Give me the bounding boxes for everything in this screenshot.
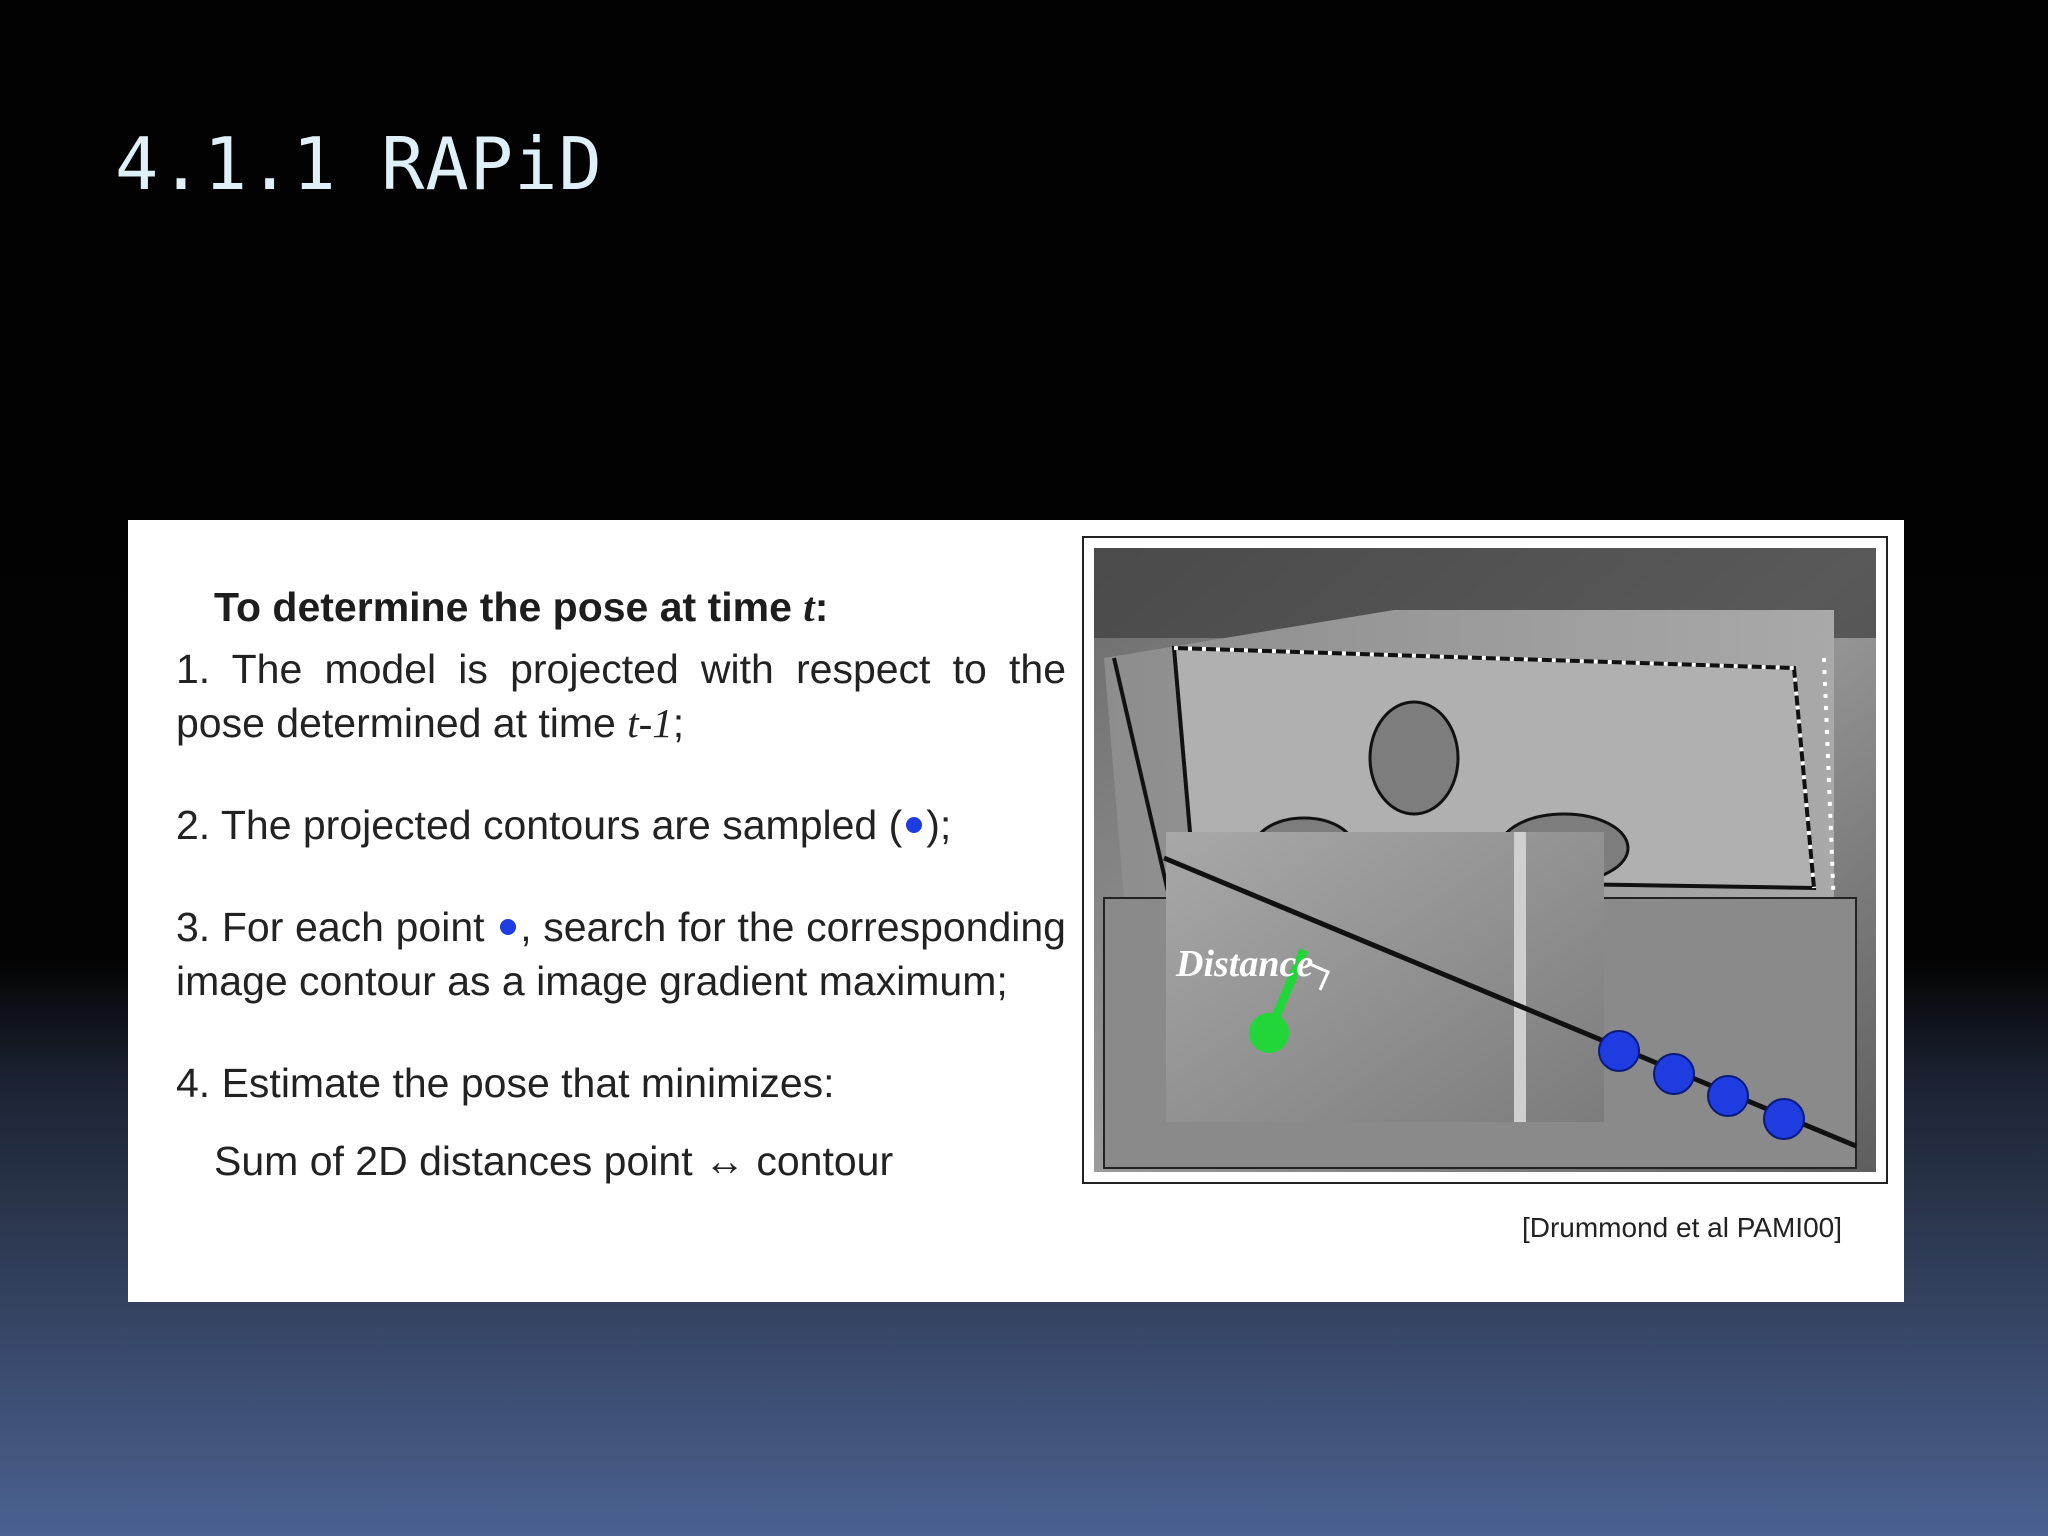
step-3	[176, 900, 1066, 1008]
cutout-top	[1370, 702, 1458, 814]
step-1-text: 1. The model is projected with respect to the pose determined at time	[176, 646, 1066, 746]
step-4: 4. Estimate the pose that minimizes:	[176, 1060, 835, 1106]
sample-point-icon	[906, 817, 922, 833]
tracking-illustration	[1094, 548, 1876, 1172]
citation: [Drummond et al PAMI00]	[1521, 1212, 1842, 1243]
step-2	[176, 798, 1066, 852]
sample-point	[1654, 1054, 1694, 1094]
step-2-suffix: );	[926, 802, 952, 848]
sample-point	[1708, 1076, 1748, 1116]
rapid-figure	[128, 520, 1904, 1302]
slide-title: 4.1.1 RAPiD	[115, 122, 603, 206]
step-1	[176, 642, 1066, 750]
algorithm-steps	[176, 580, 1066, 1188]
heading-suffix: :	[814, 584, 829, 630]
step-1-end: ;	[672, 700, 685, 746]
match-point	[1249, 1013, 1289, 1053]
zoom-post	[1514, 832, 1526, 1122]
sample-point	[1599, 1031, 1639, 1071]
step-2-prefix: 2. The projected contours are sampled (	[176, 802, 903, 848]
sample-point-icon	[500, 919, 516, 935]
step-3-suffix: , search for the corresponding image contour as a image gradient maximum;	[176, 904, 1066, 1004]
distance-label: Distance	[1176, 943, 1314, 985]
heading-prefix: To determine the pose at time	[214, 584, 804, 630]
heading-variable: t	[803, 584, 815, 630]
step-1-variable: t-1	[627, 700, 673, 746]
steps-heading	[214, 580, 1066, 634]
step-3-prefix: 3. For each point	[176, 904, 497, 950]
objective-formula: Sum of 2D distances point ↔ contour	[214, 1138, 894, 1184]
sample-point	[1764, 1099, 1804, 1139]
tracking-photo	[1082, 536, 1888, 1184]
